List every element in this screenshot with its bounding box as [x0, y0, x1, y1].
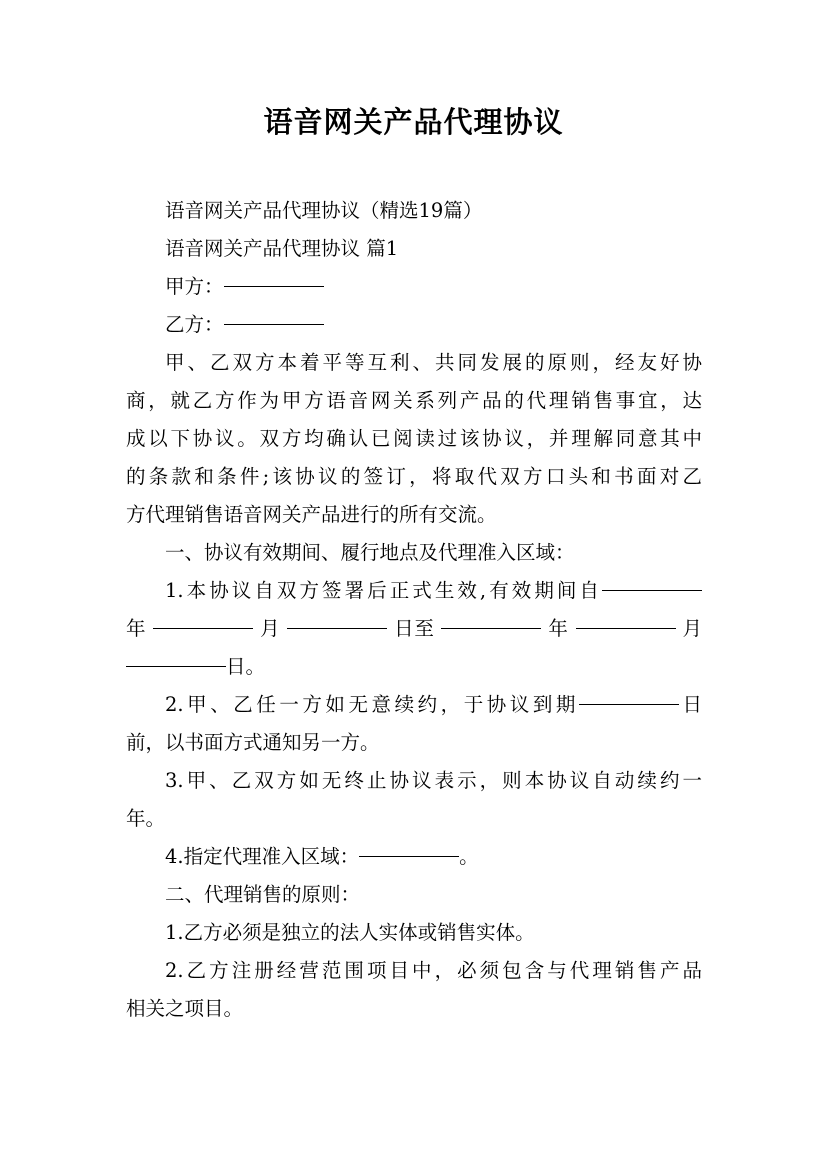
paragraph-line — [126, 572, 702, 610]
paragraph-line — [126, 648, 702, 686]
day-label: 日 — [678, 693, 702, 716]
document-body — [126, 192, 702, 1028]
clause-text: 4.指定代理准入区域： — [165, 845, 360, 868]
month-label: 月 — [682, 617, 702, 640]
clause-text: 1.本协议自双方签署后正式生效,有效期间自 — [165, 579, 602, 602]
party-a-label: 甲方： — [165, 275, 224, 298]
paragraph-line: 3.甲、乙双方如无终止协议表示，则本协议自动续约一 — [165, 769, 702, 792]
document-title: 语音网关产品代理协议 — [263, 105, 564, 139]
blank-field — [287, 627, 387, 629]
day-label: 日。 — [226, 655, 266, 678]
blank-field — [153, 627, 253, 629]
paragraph-line — [126, 838, 702, 876]
blank-field — [359, 855, 459, 857]
party-b-label: 乙方： — [165, 313, 224, 336]
paragraph-line: 商，就乙方作为甲方语音网关系列产品的代理销售事宜，达 — [126, 389, 702, 412]
blank-field — [441, 627, 541, 629]
paragraph-line: 2.乙方注册经营范围项目中，必须包含与代理销售产品 — [165, 959, 702, 982]
paragraph-line: 成以下协议。双方均确认已阅读过该协议，并理解同意其中 — [126, 427, 702, 450]
blank-field — [126, 665, 226, 667]
paragraph-line: 的条款和条件;该协议的签订，将取代双方口头和书面对乙 — [126, 465, 702, 488]
paragraph-line: 甲、乙双方本着平等互利、共同发展的原则，经友好协 — [165, 351, 702, 374]
blank-field — [602, 589, 702, 591]
month-label: 月 — [260, 617, 281, 640]
blank-field — [579, 703, 679, 705]
party-b-blank — [224, 323, 324, 325]
paragraph-line — [126, 686, 702, 724]
subtitle-line: 语音网关产品代理协议（精选19篇） — [165, 199, 483, 222]
day-to-label: 日至 — [394, 617, 435, 640]
section-heading: 二、代理销售的原则： — [165, 883, 361, 906]
paragraph-line: 相关之项目。 — [126, 997, 244, 1020]
paragraph-line: 方代理销售语音网关产品进行的所有交流。 — [126, 503, 497, 526]
section-heading: 一、协议有效期间、履行地点及代理准入区域： — [165, 541, 575, 564]
period: 。 — [459, 845, 479, 868]
section-heading: 语音网关产品代理协议 篇1 — [165, 237, 399, 260]
year-label: 年 — [548, 617, 569, 640]
paragraph-line: 1.乙方必须是独立的法人实体或销售实体。 — [165, 921, 535, 944]
party-b-line — [126, 306, 702, 344]
party-a-blank — [224, 285, 324, 287]
party-a-line — [126, 268, 702, 306]
year-label: 年 — [126, 617, 147, 640]
paragraph-line: 前，以书面方式通知另一方。 — [126, 731, 380, 754]
blank-field — [576, 627, 676, 629]
date-line — [126, 610, 702, 648]
clause-text: 2.甲、乙任一方如无意续约，于协议到期 — [165, 693, 579, 716]
paragraph-line: 年。 — [126, 807, 166, 830]
